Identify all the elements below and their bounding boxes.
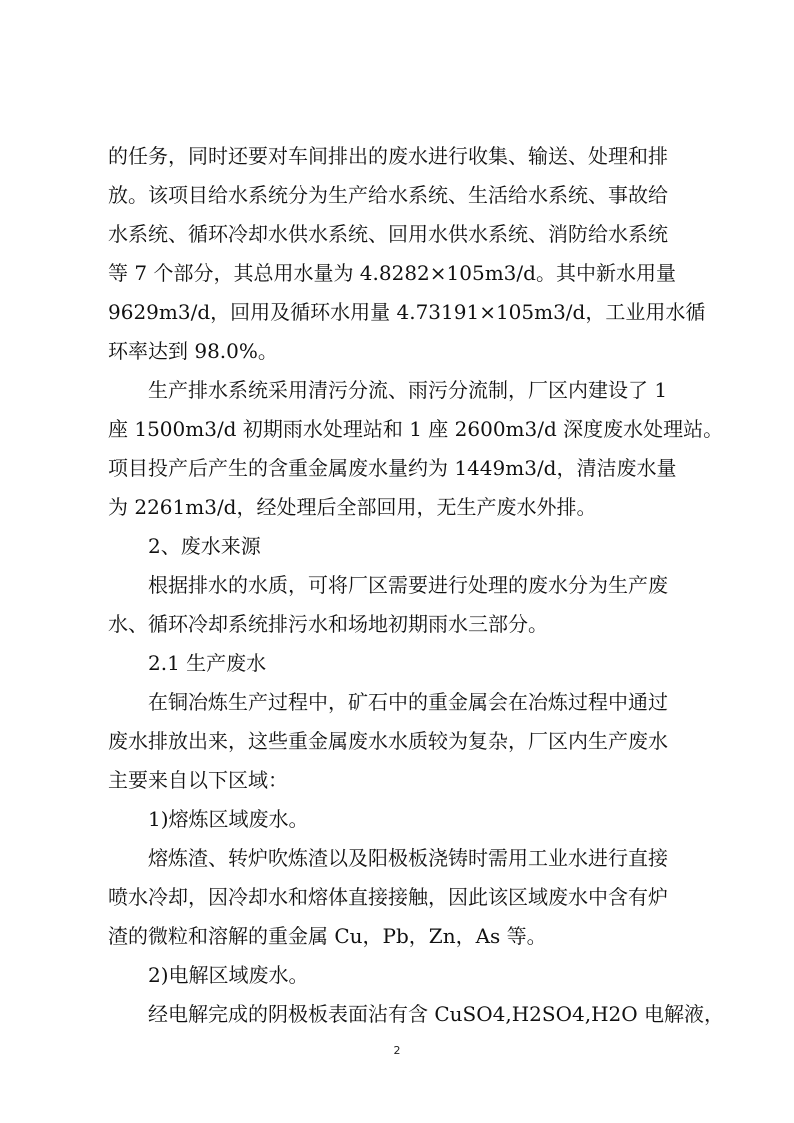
text-line: 喷水冷却，因冷却水和熔体直接接触，因此该区域废水中含有炉: [108, 885, 668, 909]
text-line: 主要来自以下区域：: [108, 768, 288, 792]
text-line: 环率达到 98.0%。: [108, 339, 278, 363]
text-line: 渣的微粒和溶解的重金属 Cu，Pb，Zn，As 等。: [108, 924, 547, 948]
text-line: 的任务，同时还要对车间排出的废水进行收集、输送、处理和排: [108, 144, 668, 168]
text-line: 水系统、循环冷却水供水系统、回用水供水系统、消防给水系统: [108, 222, 668, 246]
text-line: 项目投产后产生的含重金属废水量约为 1449m3/d，清洁废水量: [108, 456, 677, 480]
paragraph-first-line: 经电解完成的阴极板表面沾有含 CuSO4,H2SO4,H2O 电解液，: [148, 1002, 724, 1026]
list-heading: 2)电解区域废水。: [148, 963, 309, 987]
paragraph-first-line: 熔炼渣、转炉吹炼渣以及阳极板浇铸时需用工业水进行直接: [148, 846, 668, 870]
page-number: 2: [393, 1044, 401, 1057]
paragraph-first-line: 生产排水系统采用清污分流、雨污分流制，厂区内建设了 1: [148, 378, 668, 402]
text-line: 废水排放出来，这些重金属废水水质较为复杂，厂区内生产废水: [108, 729, 668, 753]
text-line: 放。该项目给水系统分为生产给水系统、生活给水系统、事故给: [108, 183, 668, 207]
paragraph-first-line: 根据排水的水质，可将厂区需要进行处理的废水分为生产废: [148, 573, 668, 597]
paragraph-first-line: 在铜冶炼生产过程中，矿石中的重金属会在冶炼过程中通过: [148, 690, 668, 714]
text-line: 水、循环冷却系统排污水和场地初期雨水三部分。: [108, 612, 548, 636]
subsection-heading: 2.1 生产废水: [148, 651, 267, 675]
text-line: 9629m3/d，回用及循环水用量 4.73191×105m3/d，工业用水循: [108, 300, 706, 324]
list-heading: 1)熔炼区域废水。: [148, 807, 309, 831]
text-line: 等 7 个部分，其总用水量为 4.8282×105m3/d。其中新水用量: [108, 261, 676, 285]
text-line: 为 2261m3/d，经处理后全部回用，无生产废水外排。: [108, 495, 597, 519]
section-heading: 2、废水来源: [148, 534, 261, 558]
text-line: 座 1500m3/d 初期雨水处理站和 1 座 2600m3/d 深度废水处理站。: [108, 417, 724, 441]
